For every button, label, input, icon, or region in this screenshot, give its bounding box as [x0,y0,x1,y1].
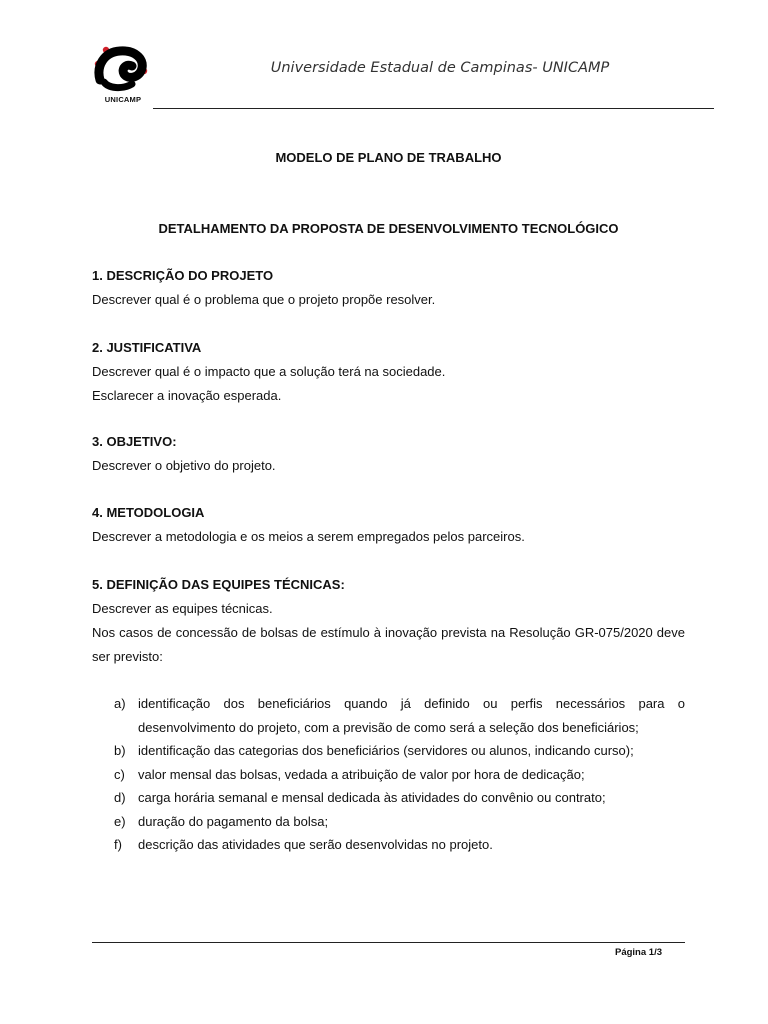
section-text: Descrever qual é o problema que o projeto propõe resolver. [92,292,436,307]
list-item-text: identificação dos beneficiários quando já definido ou perfis necessários para o desenvolvimento do projeto, com a previsão de como será a seleção dos beneficiários; [138,696,685,735]
section-text: Nos casos de concessão de bolsas de estímulo à inovação prevista na Resolução GR-075/2020 deve ser previsto: [92,625,685,664]
section-heading: 4. METODOLOGIA [92,505,205,520]
logo-wordmark: UNICAMP [104,95,142,104]
section-objetivo [92,430,685,478]
list-marker: b) [114,743,126,758]
section-descricao [92,264,685,312]
list-item-text: valor mensal das bolsas, vedada a atribuição de valor por hora de dedicação; [138,766,585,782]
document-title: MODELO DE PLANO DE TRABALHO [275,150,502,165]
section-equipes [92,573,685,669]
list-marker: f) [114,837,122,852]
header-divider [153,108,714,109]
list-item [92,786,685,810]
list-item [92,763,685,787]
section-text: Descrever a metodologia e os meios a serem empregados pelos parceiros. [92,529,525,544]
list-item [92,810,685,834]
section-metodologia [92,501,685,549]
list-item-text: identificação das categorias dos beneficiários (servidores ou alunos, indicando curso); [138,743,634,758]
list-item [92,692,685,739]
list-marker: e) [114,813,126,829]
section-heading: 1. DESCRIÇÃO DO PROJETO [92,268,274,283]
list-item [92,739,685,763]
list-marker: a) [114,696,126,711]
section-heading: 2. JUSTIFICATIVA [92,340,202,355]
section-justificativa [92,336,685,408]
section-heading: 5. DEFINIÇÃO DAS EQUIPES TÉCNICAS: [92,577,345,592]
list-marker: c) [114,766,125,782]
list-item-text: duração do pagamento da bolsa; [138,813,329,829]
list-marker: d) [114,790,126,805]
institution-title: Universidade Estadual de Campinas- UNICAMP [270,60,610,76]
requirements-list [92,692,685,857]
unicamp-logo [92,44,154,108]
list-item [92,833,685,857]
section-text: Descrever as equipes técnicas. [92,601,273,616]
section-heading: 3. OBJETIVO: [92,434,177,449]
document-subtitle: DETALHAMENTO DA PROPOSTA DE DESENVOLVIMENTO TECNOLÓGICO [158,221,619,236]
unicamp-logo-icon [92,44,154,94]
page-number: Página 1/3 [615,947,662,958]
section-text: Descrever o objetivo do projeto. [92,458,276,473]
section-text: Descrever qual é o impacto que a solução terá na sociedade. [92,364,446,379]
section-text: Esclarecer a inovação esperada. [92,388,282,403]
list-item-text: carga horária semanal e mensal dedicada às atividades do convênio ou contrato; [138,790,606,805]
list-item-text: descrição das atividades que serão desenvolvidas no projeto. [138,837,493,852]
footer-divider [92,942,685,943]
